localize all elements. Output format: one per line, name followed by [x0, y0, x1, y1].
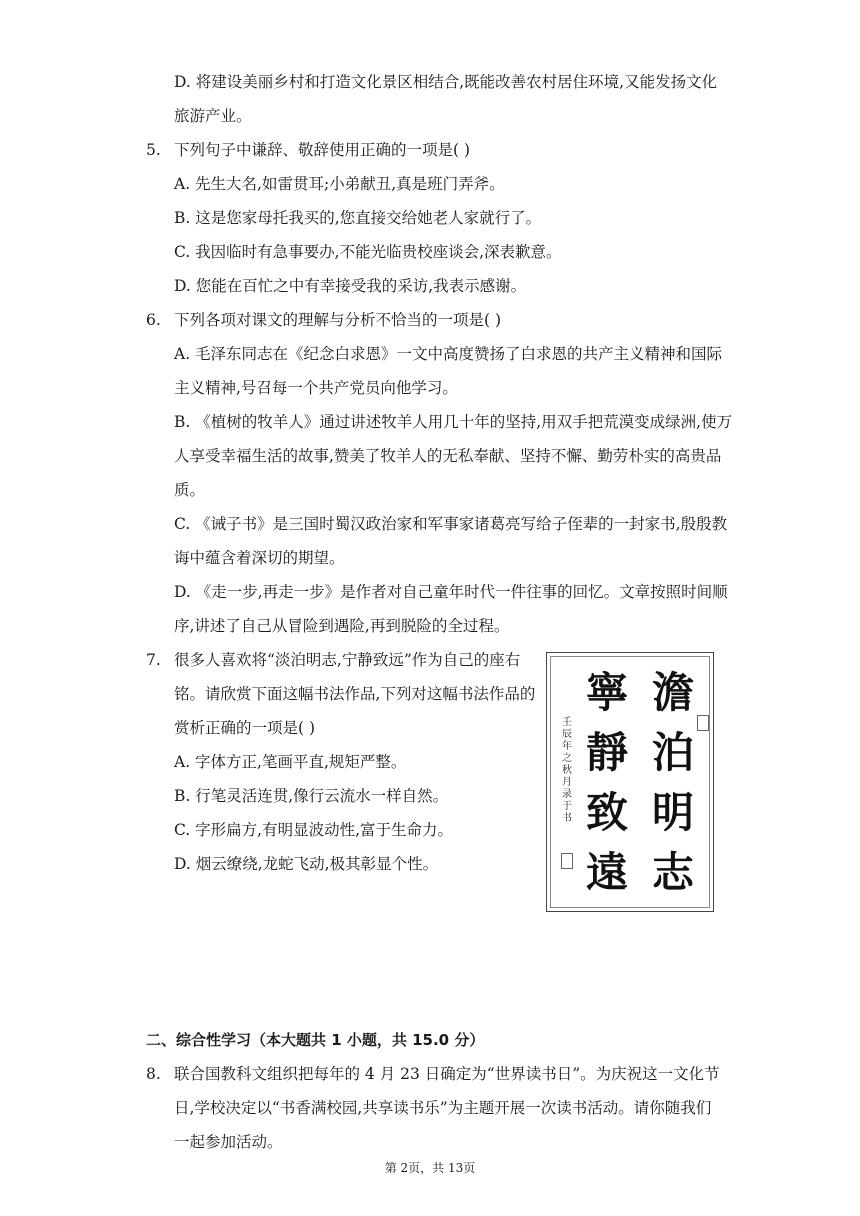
- q6-option-b-line2: 人享受幸福生活的故事,赞美了牧羊人的无私奉献、坚持不懈、勤劳朴实的高贵品: [174, 447, 722, 465]
- q6-option-c-line2: 诲中蕴含着深切的期望。: [174, 549, 345, 567]
- calligraphy-char: 澹: [651, 668, 694, 717]
- calligraphy-char: 致: [585, 788, 628, 837]
- q5-option-d: D. 您能在百忙之中有幸接受我的采访,我表示感谢。: [174, 277, 527, 295]
- calligraphy-char: 明: [651, 788, 694, 837]
- page-footer: 第 2页，共 13页: [384, 1161, 476, 1175]
- q6-option-d-line1: D. 《走一步,再走一步》是作者对自己童年时代一件往事的回忆。文章按照时间顺: [174, 583, 728, 601]
- q8-stem-line2: 日,学校决定以“书香满校园,共享读书乐”为主题开展一次读书活动。请你随我们: [174, 1099, 712, 1117]
- q4-option-d-line1: D. 将建设美丽乡村和打造文化景区相结合,既能改善农村居住环境,又能发扬文化: [174, 73, 718, 91]
- q6-stem: 下列各项对课文的理解与分析不恰当的一项是( ): [174, 311, 502, 329]
- seal-stamp-bottom: [561, 853, 573, 869]
- calligraphy-char: 寧: [585, 668, 628, 717]
- q7-option-b: B. 行笔灵活连贯,像行云流水一样自然。: [174, 787, 449, 805]
- q8-stem-line3: 一起参加活动。: [174, 1133, 283, 1151]
- q7-stem-line2: 铭。请欣赏下面这幅书法作品,下列对这幅书法作品的: [174, 685, 536, 703]
- section-title: 二、综合性学习（本大题共 1 小题，共 15.0 分）: [146, 1031, 485, 1049]
- q5-option-b: B. 这是您家母托我买的,您直接交给她老人家就行了。: [174, 209, 542, 227]
- calligraphy-char: 靜: [585, 728, 628, 777]
- calligraphy-inscription: 壬 辰 年 之 秋 月 录 于 书: [562, 717, 572, 824]
- q6-option-a-line1: A. 毛泽东同志在《纪念白求恩》一文中高度赞扬了白求恩的共产主义精神和国际: [174, 345, 723, 363]
- q4-option-d-line2: 旅游产业。: [174, 107, 252, 125]
- calligraphy-column-right: [645, 665, 701, 905]
- q7-stem-line1: 很多人喜欢将“淡泊明志,宁静致远”作为自己的座右: [174, 651, 521, 669]
- calligraphy-char: 遠: [585, 848, 628, 897]
- q5-stem: 下列句子中谦辞、敬辞使用正确的一项是( ): [174, 141, 471, 159]
- calligraphy-artwork: [546, 652, 714, 912]
- q6-option-d-line2: 序,讲述了自己从冒险到遇险,再到脱险的全过程。: [174, 617, 510, 635]
- calligraphy-char: 泊: [651, 728, 694, 777]
- calligraphy-column-left: [579, 665, 635, 905]
- q7-option-a: A. 字体方正,笔画平直,规矩严整。: [174, 753, 407, 771]
- q5-number: 5.: [146, 141, 161, 159]
- q5-option-c: C. 我因临时有急事要办,不能光临贵校座谈会,深表歉意。: [174, 243, 562, 261]
- q6-option-a-line2: 主义精神,号召每一个共产党员向他学习。: [174, 379, 458, 397]
- q8-stem-line1: 联合国教科文组织把每年的 4 月 23 日确定为“世界读书日”。为庆祝这一文化节: [174, 1065, 720, 1083]
- q7-option-c: C. 字形扁方,有明显波动性,富于生命力。: [174, 821, 454, 839]
- q8-number: 8.: [146, 1065, 161, 1083]
- q7-stem-line3: 赏析正确的一项是( ): [174, 719, 316, 737]
- seal-stamp-top: [697, 715, 709, 731]
- q6-option-c-line1: C. 《诫子书》是三国时蜀汉政治家和军事家诸葛亮写给子侄辈的一封家书,殷殷教: [174, 515, 728, 533]
- q6-option-b-line3: 质。: [174, 481, 206, 499]
- q5-option-a: A. 先生大名,如雷贯耳;小弟献丑,真是班门弄斧。: [174, 175, 505, 193]
- calligraphy-char: 志: [651, 848, 694, 897]
- q7-option-d: D. 烟云缭绕,龙蛇飞动,极其彰显个性。: [174, 855, 439, 873]
- q6-option-b-line1: B. 《植树的牧羊人》通过讲述牧羊人用几十年的坚持,用双手把荒漠变成绿洲,使万: [174, 413, 733, 431]
- q6-number: 6.: [146, 311, 161, 329]
- q7-number: 7.: [146, 651, 161, 669]
